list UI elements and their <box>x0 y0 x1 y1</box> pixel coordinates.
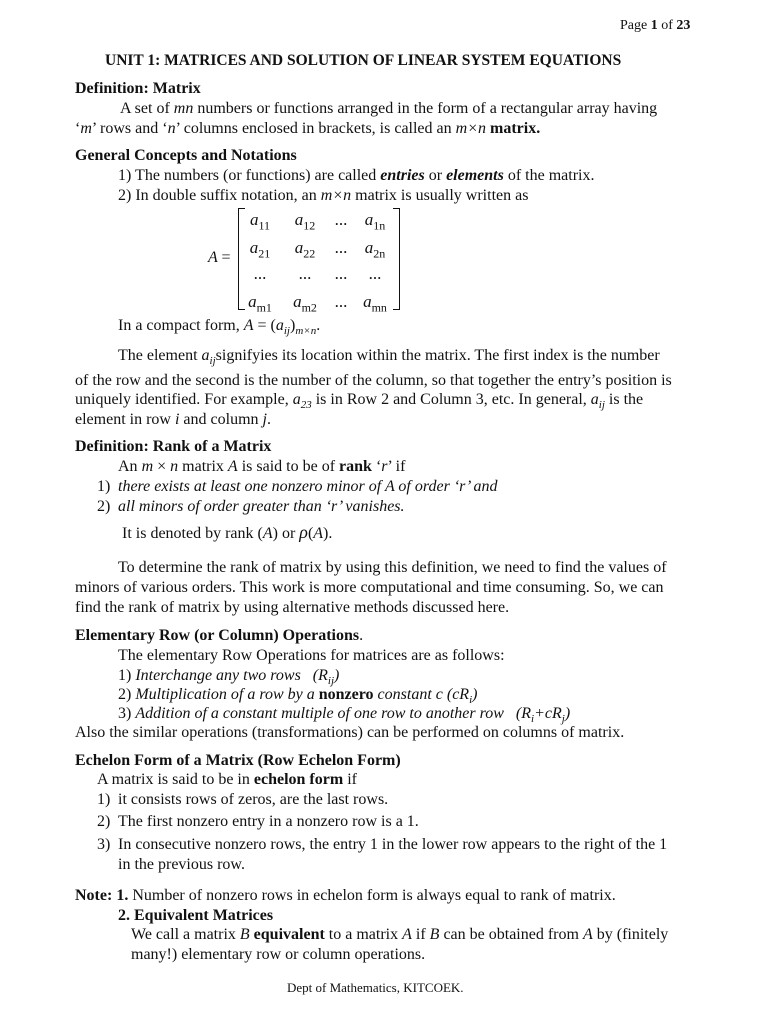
t: ... <box>368 264 382 283</box>
unit-title: UNIT 1: MATRICES AND SOLUTION OF LINEAR SYSTEM EQUATIONS <box>105 52 622 69</box>
t: j <box>561 713 565 726</box>
t: ) <box>290 317 296 334</box>
t: of the matrix. <box>503 167 595 184</box>
t: entries <box>380 167 425 184</box>
t: if <box>411 926 430 943</box>
t: a <box>248 292 257 311</box>
t: is said to be of <box>237 458 340 475</box>
page-total: 23 <box>676 18 691 33</box>
t: = <box>221 249 231 266</box>
t: a <box>249 238 259 257</box>
t: ( <box>307 525 314 542</box>
def-matrix-heading: Definition: Matrix <box>75 80 201 97</box>
concepts-heading: General Concepts and Notations <box>75 147 297 164</box>
page-current: 1 <box>650 18 658 33</box>
t: mn <box>173 100 194 117</box>
t: ij <box>327 675 335 688</box>
t: of order ‘ <box>394 478 460 495</box>
t: element in row <box>75 411 175 428</box>
t: i <box>531 713 535 726</box>
t: m×n <box>295 325 317 338</box>
def-matrix-line1 <box>120 99 657 119</box>
concepts-point-1 <box>118 166 594 186</box>
element-line1 <box>118 346 660 371</box>
t: 11 <box>258 218 271 233</box>
t: A <box>582 926 593 943</box>
t: a <box>364 238 374 257</box>
t: ‘ <box>371 458 382 475</box>
determine-line2: minors of various orders. This work is more computational and time consuming. So, we can <box>75 579 664 596</box>
t: ’ rows and ‘ <box>91 120 168 137</box>
t: 1) <box>118 667 132 684</box>
t: A matrix is said to be in <box>97 771 254 788</box>
compact-form <box>118 316 320 341</box>
t: The element <box>118 347 202 364</box>
t: A <box>313 525 324 542</box>
t: . <box>359 627 364 644</box>
echelon-item-1: it consists rows of zeros, are the last rows. <box>118 791 389 808</box>
t: 2) <box>118 686 132 703</box>
t: r <box>381 458 388 475</box>
t: 1) The numbers (or functions) are called <box>118 167 381 184</box>
t: Elementary Row (or Column) Operations <box>75 627 360 644</box>
matrix-cell <box>240 210 280 233</box>
echelon-item-2-num: 2) <box>97 813 111 830</box>
t: a <box>363 292 372 311</box>
determine-line3: find the rank of matrix by using alternative methods discussed here. <box>75 599 510 616</box>
t: ... <box>334 238 348 257</box>
t: r <box>459 478 466 495</box>
t: A <box>402 926 412 943</box>
matrix-cell <box>285 238 325 261</box>
t: In a compact form, <box>118 317 244 334</box>
t: m2 <box>301 300 317 315</box>
t: A <box>384 478 395 495</box>
t: if <box>343 771 357 788</box>
t: numbers or functions arranged in the form of a rectangular array having <box>193 100 658 117</box>
echelon-item-3: In consecutive nonzero rows, the entry 1 in the lower row appears to the right of the 1 <box>118 836 668 853</box>
matrix-cell <box>355 264 395 284</box>
t: +cR <box>534 705 562 722</box>
rank-item-2-text <box>118 497 405 517</box>
t: n <box>167 120 176 137</box>
t: ) <box>564 705 571 722</box>
t: A <box>208 249 218 266</box>
echelon-item-1-num: 1) <box>97 791 111 808</box>
t: ... <box>334 264 348 283</box>
t: A <box>262 525 273 542</box>
t: i <box>469 694 473 707</box>
t: a <box>292 391 301 408</box>
t: A <box>243 317 254 334</box>
t: It is denoted by rank ( <box>122 525 263 542</box>
t: ‘ <box>75 120 81 137</box>
t: is the <box>604 391 644 408</box>
page-number <box>620 16 690 36</box>
rank-item-1-text <box>118 477 498 497</box>
t: m×n <box>320 187 352 204</box>
general-matrix <box>205 204 405 314</box>
t: uniquely identified. For example, <box>75 391 293 408</box>
t: An <box>118 458 142 475</box>
t: ’ and <box>465 478 498 495</box>
echelon-item-3-num: 3) <box>97 836 111 853</box>
element-line2: of the row and the second is the number of the column, so that together the entry’s position is <box>75 372 672 389</box>
t: ... <box>334 210 348 229</box>
note-line1 <box>75 886 616 906</box>
t: × <box>153 458 171 475</box>
t: 2) <box>97 498 111 515</box>
t: A set of <box>120 100 174 117</box>
t: ... <box>334 292 348 311</box>
note-line3 <box>131 925 668 945</box>
t: ij <box>209 355 216 368</box>
t: mn <box>371 300 387 315</box>
t: nonzero <box>318 686 374 703</box>
echelon-intro <box>97 770 357 790</box>
t: Addition of a constant multiple of one row to another row <box>135 705 504 722</box>
t: can be obtained from <box>439 926 583 943</box>
t: 12 <box>303 218 316 233</box>
t: all minors of order greater than ‘ <box>118 498 332 515</box>
t: 1. <box>112 887 129 904</box>
matrix-cell <box>355 238 395 261</box>
t: 3) <box>118 705 132 722</box>
elementary-heading <box>75 626 363 646</box>
t: is in Row 2 and Column 3, etc. In general, <box>311 391 591 408</box>
t: (R <box>312 667 328 684</box>
t: . <box>266 411 271 428</box>
matrix-cell <box>355 292 395 315</box>
t: rank <box>339 458 372 475</box>
t: (R <box>515 705 532 722</box>
t: matrix is usually written as <box>351 187 529 204</box>
t: a <box>249 210 259 229</box>
t: i <box>174 411 180 428</box>
echelon-heading: Echelon Form of a Matrix (Row Echelon Form) <box>75 752 401 769</box>
page-prefix: Page <box>620 18 651 33</box>
matrix-cell <box>240 264 280 284</box>
t: Multiplication of a row by a <box>135 686 319 703</box>
note-line4: many!) elementary row or column operations. <box>131 946 426 963</box>
matrix-cell <box>240 292 280 315</box>
t: 1n <box>373 218 386 233</box>
t: ) or <box>272 525 300 542</box>
concepts-point-2 <box>118 186 528 206</box>
rank-notation <box>122 522 332 544</box>
t: 1) <box>97 478 111 495</box>
t: there exists at least one nonzero minor of <box>118 478 385 495</box>
t: = ( <box>253 317 276 334</box>
matrix-label <box>208 249 231 267</box>
t: j <box>262 411 267 428</box>
t: 21 <box>258 246 271 261</box>
matrix-cell <box>355 210 395 233</box>
page-of: of <box>657 18 677 33</box>
t: m×n <box>455 120 486 137</box>
elementary-intro: The elementary Row Operations for matrices are as follows: <box>118 647 505 664</box>
t: ). <box>323 525 333 542</box>
t: ij <box>283 325 290 338</box>
t: and column <box>179 411 263 428</box>
t: n <box>170 458 179 475</box>
t: ) <box>472 686 478 703</box>
elementary-columns: Also the similar operations (transformations) can be performed on columns of matrix. <box>75 724 625 741</box>
t: a <box>590 391 599 408</box>
def-matrix-line2 <box>75 119 540 139</box>
t: echelon form <box>253 771 344 788</box>
rank-item-1 <box>97 477 110 497</box>
t: a <box>275 317 284 334</box>
t: ρ <box>299 522 308 542</box>
t: ) <box>334 667 340 684</box>
t: a <box>294 238 304 257</box>
t: m1 <box>256 300 272 315</box>
t: constant c (cR <box>373 686 470 703</box>
t: 22 <box>303 246 316 261</box>
t: a <box>294 210 304 229</box>
t: 2n <box>373 246 386 261</box>
t: a <box>293 292 302 311</box>
rank-item-2 <box>97 497 110 517</box>
t: elements <box>446 167 504 184</box>
t: We call a matrix <box>131 926 240 943</box>
note-equivalent-heading: 2. Equivalent Matrices <box>118 907 274 924</box>
matrix-cell <box>240 238 280 261</box>
t: Number of nonzero rows in echelon form is always equal to rank of matrix. <box>128 887 616 904</box>
t: equivalent <box>249 926 325 943</box>
t: Note: <box>75 887 113 904</box>
t: a <box>364 210 374 229</box>
t: ’ if <box>387 458 406 475</box>
t: B <box>239 926 250 943</box>
t: ij <box>598 399 605 412</box>
element-line4 <box>75 410 271 430</box>
t: matrix <box>178 458 228 475</box>
t: ’ columns enclosed in brackets, is called an <box>175 120 456 137</box>
t: 2) In double suffix notation, an <box>118 187 321 204</box>
t: matrix. <box>490 120 541 137</box>
t: r <box>331 498 338 515</box>
t: to a matrix <box>324 926 403 943</box>
t: m <box>80 120 92 137</box>
t: a <box>201 347 210 364</box>
matrix-cell <box>285 264 325 284</box>
t: ... <box>253 264 267 283</box>
t: m <box>141 458 154 475</box>
t: by (finitely <box>592 926 669 943</box>
t: 23 <box>300 399 312 412</box>
t: . <box>316 317 321 334</box>
t: or <box>424 167 447 184</box>
t: signifyies its location within the matrix. The first index is the number <box>215 347 660 364</box>
echelon-item-2: The first nonzero entry in a nonzero row is a 1. <box>118 813 419 830</box>
t: ... <box>298 264 312 283</box>
matrix-cell <box>285 210 325 233</box>
matrix-cell <box>285 292 325 315</box>
determine-line1: To determine the rank of matrix by using this definition, we need to find the values of <box>118 559 667 576</box>
t: Interchange any two rows <box>135 667 301 684</box>
t: A <box>227 458 238 475</box>
rank-heading: Definition: Rank of a Matrix <box>75 438 272 455</box>
page-footer: Dept of Mathematics, KITCOEK. <box>287 980 464 995</box>
echelon-item-3-cont: in the previous row. <box>118 856 245 873</box>
t: B <box>429 926 440 943</box>
rank-line1 <box>118 457 405 477</box>
t: ’ vanishes. <box>337 498 405 515</box>
